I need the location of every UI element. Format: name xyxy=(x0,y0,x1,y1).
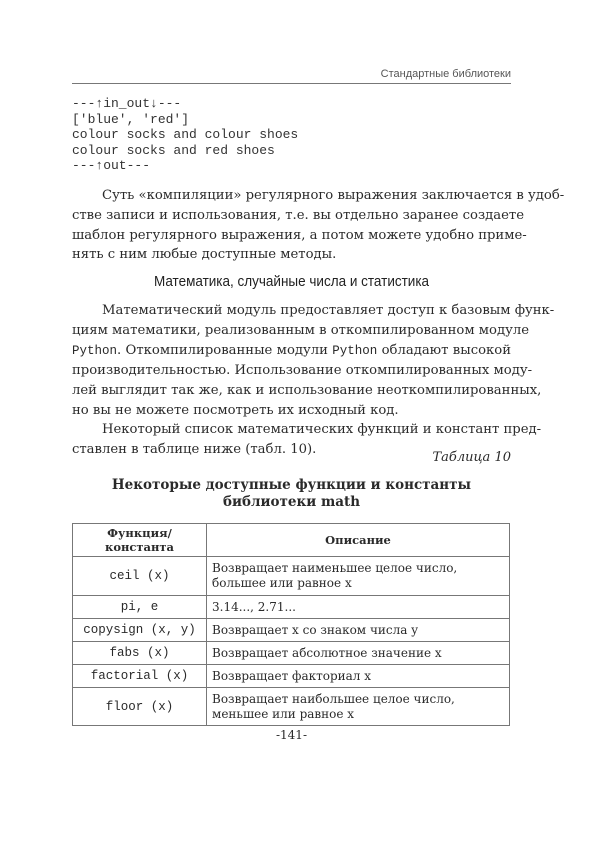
text-segment: стве записи и использования, т.е. вы отдельно заранее создаете xyxy=(72,207,525,223)
description-cell xyxy=(207,557,510,596)
code-line: ['blue', 'red'] xyxy=(72,111,190,127)
function-cell: ceil (x) xyxy=(73,557,207,596)
paragraph-math-module xyxy=(72,301,555,421)
inline-code: Python xyxy=(332,343,378,358)
function-cell: copysign (x, y) xyxy=(73,619,207,642)
text-line xyxy=(72,186,565,206)
text-segment: Математический модуль предоставляет доступ к базовым функ- xyxy=(102,303,555,318)
text-segment: шаблон регулярного выражения, а потом можете удобно приме- xyxy=(72,227,527,243)
text-line xyxy=(72,321,530,341)
text-line xyxy=(72,226,527,246)
table-row xyxy=(73,665,510,688)
table-title-line: Некоторые доступные функции и константы xyxy=(111,477,472,493)
table-row xyxy=(73,642,510,665)
table-row xyxy=(73,688,510,726)
description-cell xyxy=(207,665,510,688)
description-cell xyxy=(207,688,510,726)
code-line: ---↑out--- xyxy=(72,158,151,174)
table-row xyxy=(73,596,510,619)
code-output xyxy=(72,96,298,174)
inline-code: Python xyxy=(72,343,118,358)
code-line: colour socks and red shoes xyxy=(72,142,275,158)
text-line xyxy=(72,401,511,421)
description-line: Возвращает факториал x xyxy=(212,668,371,683)
table-row xyxy=(73,619,510,642)
description-line: Возвращает наибольшее целое число, xyxy=(212,691,455,706)
code-line: colour socks and colour shoes xyxy=(72,127,299,143)
text-line xyxy=(72,341,511,362)
function-cell: pi, e xyxy=(73,596,207,619)
description-line: меньшее или равное x xyxy=(212,706,355,721)
math-functions-table xyxy=(72,523,510,726)
text-line xyxy=(72,245,511,265)
text-segment: нять с ним любые доступные методы. xyxy=(72,247,337,263)
description-line: Возвращает наименьшее целое число, xyxy=(212,561,458,575)
description-cell xyxy=(207,642,510,665)
text-segment: циям математики, реализованным в откомпилированном модуле xyxy=(72,322,530,338)
text-line xyxy=(72,206,525,226)
table-header-row xyxy=(73,524,510,557)
function-cell: fabs (x) xyxy=(73,642,207,665)
text-segment: производительностью. Использование откомпилированных моду- xyxy=(72,363,533,379)
table-title-line: библиотеки math xyxy=(222,494,361,510)
text-segment: Некоторый список математических функций и констант пред- xyxy=(102,422,542,437)
text-line xyxy=(72,420,542,440)
description-line: Возвращает x со знаком числа y xyxy=(212,622,418,637)
header-function: Функция/константа xyxy=(73,524,207,557)
text-segment: обладают высокой xyxy=(377,342,511,358)
text-line xyxy=(72,301,555,321)
table-row xyxy=(73,557,510,596)
text-segment: лей выглядит так же, как и использование неоткомпилированных, xyxy=(72,383,542,399)
running-header: Стандартные библиотеки xyxy=(72,68,511,84)
text-segment: Суть «компиляции» регулярного выражения заключается в удоб- xyxy=(102,188,565,203)
description-line: Возвращает абсолютное значение x xyxy=(212,645,442,660)
function-cell: factorial (x) xyxy=(73,665,207,688)
text-line xyxy=(72,381,542,401)
description-cell xyxy=(207,596,510,619)
paragraph-compile xyxy=(72,186,565,265)
function-cell: floor (x) xyxy=(73,688,207,726)
description-cell xyxy=(207,619,510,642)
table-caption: Таблица 10 xyxy=(432,450,511,465)
text-line xyxy=(72,361,533,381)
description-line: 3.14..., 2.71... xyxy=(212,599,296,614)
text-segment: . Откомпилированные модули xyxy=(117,342,333,358)
description-line: большее или равное x xyxy=(212,576,352,590)
text-segment: ставлен в таблице ниже (табл. 10). xyxy=(72,441,317,457)
code-line: ---↑in_out↓--- xyxy=(72,96,182,111)
header-description: Описание xyxy=(207,524,510,557)
table-title xyxy=(72,477,511,511)
page-number: -141- xyxy=(275,728,307,742)
section-heading: Математика, случайные числа и статистика xyxy=(153,273,430,290)
text-segment: но вы не можете посмотреть их исходный код. xyxy=(72,402,399,418)
